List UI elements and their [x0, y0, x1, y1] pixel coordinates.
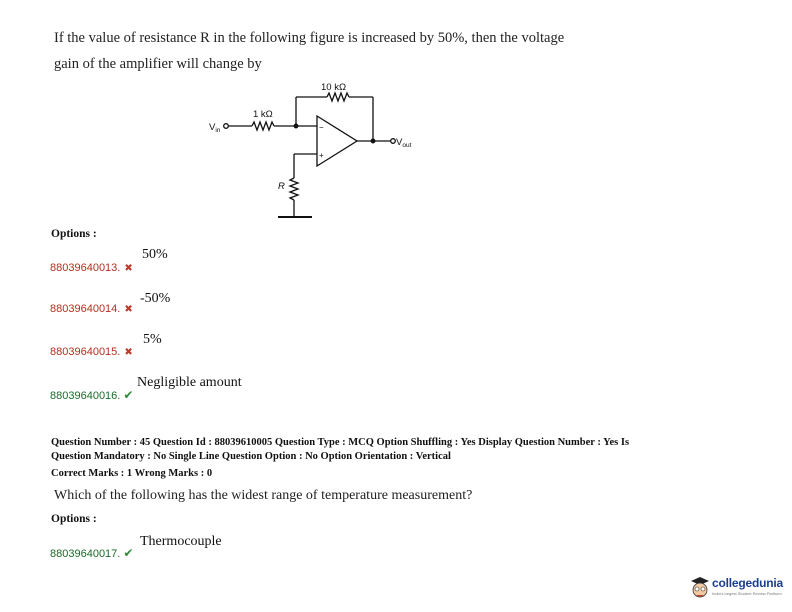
question-1-text-line-2: gain of the amplifier will change by [54, 56, 262, 72]
wrong-mark-icon: ✖ [124, 263, 133, 274]
collegedunia-logo [690, 576, 782, 602]
option-id: 88039640017. [50, 548, 121, 560]
feedback-resistor-label: 10 kΩ [321, 82, 347, 93]
q1-option-3-text: 5% [143, 332, 162, 347]
q1-option-1-text: 50% [142, 247, 168, 262]
option-id: 88039640015. [50, 346, 121, 358]
option-id: 88039640014. [50, 303, 121, 315]
option-id: 88039640016. [50, 390, 121, 402]
correct-check-icon: ✔ [123, 546, 134, 560]
question-meta-line-1: Question Number : 45 Question Id : 88039610005 Question Type : MCQ Option Shuffling : Yes Display Question Number : Yes Is [51, 437, 630, 448]
op-amp-circuit-figure [205, 76, 425, 226]
input-resistor-label: 1 kΩ [253, 109, 273, 120]
question-marks: Correct Marks : 1 Wrong Marks : 0 [51, 468, 213, 479]
q1-option-4-text: Negligible amount [137, 375, 242, 390]
q1-options-label: Options : [51, 228, 97, 240]
question-meta-line-2: Question Mandatory : No Single Line Question Option : No Option Orientation : Vertical [51, 451, 451, 462]
vin-label: $V_{in}$ [209, 122, 221, 134]
question-2-text: Which of the following has the widest range of temperature measurement? [54, 488, 473, 503]
question-1-text-line-1: If the value of resistance R in the following figure is increased by 50%, then the voltage [54, 30, 565, 46]
correct-check-icon: ✔ [123, 388, 134, 402]
q2-options-label: Options : [51, 513, 97, 525]
q2-option-1 [50, 544, 133, 562]
q1-option-3 [50, 342, 133, 360]
vout-label: $V_{out}$ [396, 137, 412, 149]
option-id: 88039640013. [50, 262, 121, 274]
graduate-mascot-icon [690, 576, 710, 600]
q1-option-4 [50, 386, 133, 404]
wrong-mark-icon: ✖ [124, 347, 133, 358]
q2-option-1-text: Thermocouple [140, 534, 222, 549]
r-label: R [278, 181, 285, 192]
q1-option-2-text: -50% [140, 291, 171, 306]
q1-option-1 [50, 258, 133, 276]
q1-option-2 [50, 299, 133, 317]
logo-name: collegedunia [712, 576, 783, 590]
non-inverting-input-sign: + [319, 151, 324, 160]
wrong-mark-icon: ✖ [124, 304, 133, 315]
inverting-input-sign: − [319, 123, 324, 132]
logo-tagline: India's largest Student Review Platform [712, 591, 782, 596]
